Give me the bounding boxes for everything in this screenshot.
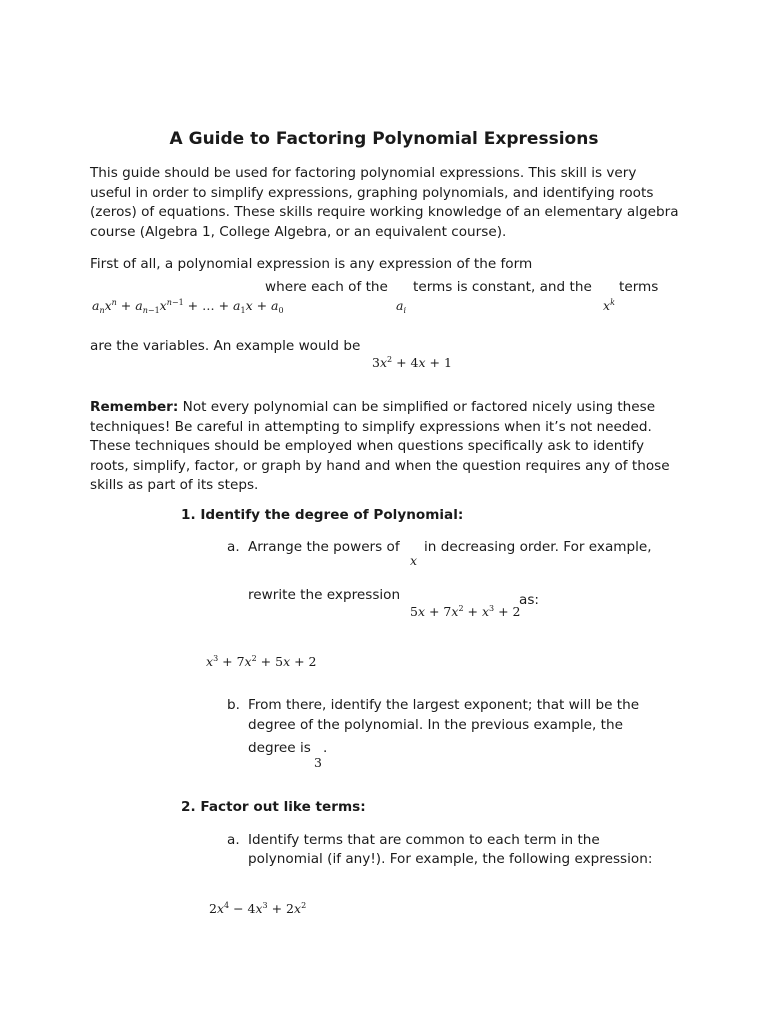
step1b-line1: From there, identify the largest exponent; that will be the [248,697,640,713]
step1b-line3: degree is [248,740,311,756]
step1b-marker: b. [227,697,240,713]
step1b-line2: degree of the polynomial. In the previous example, the [248,717,623,733]
step2a-line2: polynomial (if any!). For example, the following expression: [248,851,653,867]
example-polynomial: $3x^2 + 4x + 1$ [372,355,452,370]
definition-constant-text: terms is constant, and the [413,279,592,295]
step1a-text: Arrange the powers of [248,539,400,555]
step1a-marker: a. [227,539,240,555]
definition-terms-text: terms [619,279,659,295]
remember-label: Remember: [90,399,179,415]
common-factor-example: $2x^4 - 4x^3 + 2x^2$ [209,901,307,916]
intro-paragraph: This guide should be used for factoring polynomial expressions. This skill is very useful in order to simplify expressions, graphing polynomials, and identifying roots (zeros) of equations. These skills require working knowledge of an elementary algebra course (Algebra 1, College Algebra, or an equivalent course). [90,165,679,240]
polynomial-general-form: $a_nx^n + a_{n-1}x^{n-1}$ + … + $a_1x + a_0$ [92,298,284,315]
degree-value: 3 [314,755,322,770]
step1a-text-continued: in decreasing order. For example, [424,539,652,555]
definition-where-text: where each of the [265,279,388,295]
step2a-line1: Identify terms that are common to each term in the [248,832,600,848]
remember-text: Not every polynomial can be simplified or factored nicely using these techniques! Be careful in attempting to simplify expressions when it’s not needed. These techniques should be employed when questions specifically ask to identify roots, simplify, factor, or graph by hand and when the question requires any of those skills as part of its steps. [90,399,670,493]
step2-heading: 2. Factor out like terms: [181,799,366,815]
remember-paragraph [90,398,680,496]
variable-x: x [410,553,418,568]
definition-example-text: are the variables. An example would be [90,338,361,354]
step1a-as-text: as: [519,592,539,608]
definition-line: First of all, a polynomial expression is any expression of the form [90,256,533,272]
step2a-marker: a. [227,832,240,848]
unordered-polynomial: $5x + 7x^2 + x^3 + 2$ [410,604,521,619]
variable-power-symbol: $x^k$ [603,298,615,313]
ordered-polynomial: $x^3 + 7x^2 + 5x + 2$ [206,654,317,669]
step1b-period: . [323,740,328,756]
step1a-rewrite-text: rewrite the expression [248,587,401,603]
document-title: A Guide to Factoring Polynomial Expressions [169,129,599,149]
step1-heading: 1. Identify the degree of Polynomial: [181,507,464,523]
coefficient-symbol: $a_i$ [396,298,407,315]
